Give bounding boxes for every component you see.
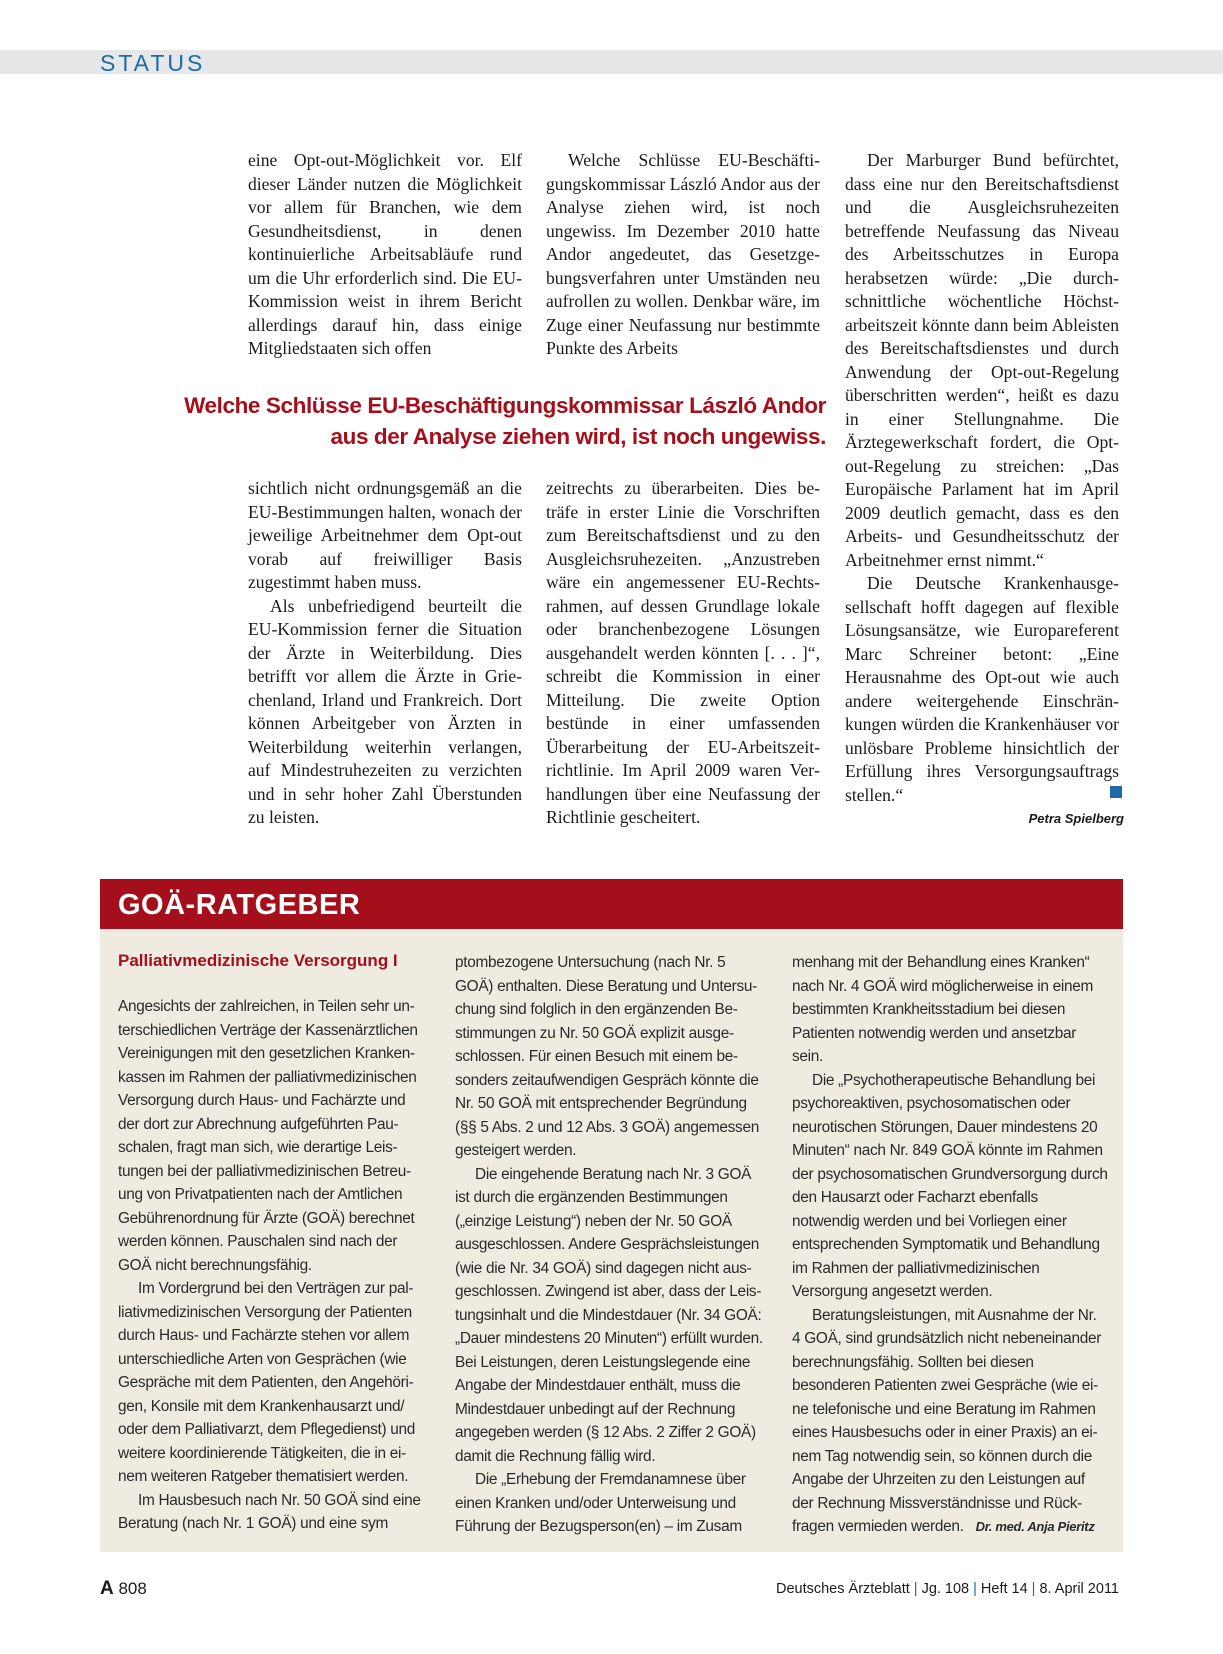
paragraph-text: Beratungsleistungen, mit Ausnahme der Nr. 4 GOÄ, sind grundsätzlich nicht nebeneinander berechnungsfähig. Sollten bei diesen besonderen Patienten zwei Gespräche (wie eine telefonische und eine Beratung im Rahmen eines Hausbesuchs oder in einer Praxis) an einem Tag notwendig sein, so können durch die Angabe der Uhrzeiten zu den Leistungen auf der Rechnung Missverständnisse und Rückfragen vermieden werden.: [792, 1306, 1102, 1535]
paragraph: Die Deutsche Krankenhausgesellschaft hofft dagegen auf flexible Lösungsansätze, wie Europareferent Marc Schreiner betont: „Eine Herausnahme des Opt-out wie auch andere weitergehende Einschränkungen würden die Krankenhäuser vor unlösbare Probleme hinsichtlich der Erfüllung ihres Versorgungsauftrags stellen.“: [845, 573, 1119, 805]
separator: |: [1031, 1581, 1036, 1597]
article-col3: [845, 149, 1119, 807]
article-col1-top: [248, 149, 522, 361]
paragraph: Im Hausbesuch nach Nr. 50 GOÄ sind eine Beratung (nach Nr. 1 GOÄ) und eine sym: [118, 1491, 421, 1532]
paragraph: Welche Schlüsse EU-Beschäftigungskommissar László Andor aus der Analyse ziehen wird, ist noch ungewiss. Im Dezember 2010 hatte Andor angedeutet, das Gesetzgebungsverfahren unter Umständen neu aufrollen zu wollen. Denkbar wäre, im Zuge einer Neufassung nur bestimmte Punkte des Arbeits: [546, 150, 820, 358]
journal-date: 8. April 2011: [1039, 1581, 1119, 1597]
journal-volume: Jg. 108: [921, 1581, 970, 1597]
article-col1-bottom: [248, 477, 522, 830]
article-col2-bottom: [546, 477, 820, 830]
pull-quote-line: aus der Analyse ziehen wird, ist noch ungewiss.: [330, 424, 826, 449]
article-author: Petra Spielberg: [1028, 811, 1124, 826]
paragraph: eine Opt-out-Möglichkeit vor. Elf dieser Länder nutzen die Möglichkeit vor allem für Branchen, wie dem Gesundheitsdienst, in denen kontinuierliche Arbeitsabläufe rund um die Uhr erforderlich sind. Die EU-Kommission weist in ihrem Bericht allerdings darauf hin, dass einige Mitgliedstaaten sich offen: [248, 150, 522, 358]
pull-quote-line: Welche Schlüsse EU-Beschäftigungskommissar László Andor: [184, 393, 826, 418]
page-num: 808: [118, 1579, 147, 1598]
paragraph: sichtlich nicht ordnungsgemäß an die EU-Bestimmungen halten, wonach der jeweilige Arbeitnehmer dem Opt-out vorab auf freiwilliger Basis zugestimmt haben muss.: [248, 478, 522, 592]
box-col1: [118, 995, 426, 1536]
page-letter: A: [100, 1578, 114, 1599]
box-subtitle: Palliativmedizinische Versorgung I: [118, 951, 398, 970]
section-header-bar: [0, 50, 1223, 74]
pull-quote: [138, 390, 826, 452]
separator: |: [913, 1581, 918, 1597]
paragraph: [792, 1304, 1108, 1539]
separator: |: [973, 1581, 977, 1597]
end-mark-icon: [1110, 786, 1122, 798]
paragraph: Als unbefriedigend beurteilt die EU-Kommission ferner die Situation der Ärzte in Weiterbildung. Dies betrifft vor allem die Ärzte in Griechenland, Irland und Frankreich. Dort können Arbeitgeber von Ärzten in Weiterbildung weiterhin verlangen, auf Mindestruhezeiten zu verzichten und in sehr hoher Zahl Überstunden zu leisten.: [248, 595, 522, 827]
goae-advisor-box: [100, 879, 1123, 1552]
box-col3: [792, 951, 1108, 1539]
paragraph: zeitrechts zu überarbeiten. Dies beträfe in erster Linie die Vorschriften zum Bereitschaftsdienst und zu den Ausgleichsruhezeiten. „Anzustreben wäre ein angemessener EU-Rechtsrahmen, auf dessen Grundlage lokale oder branchenbezogene Lösungen ausgehandelt werden könnten [. . . ]“, schreibt die Kommission in einer Mitteilung. Die zweite Option bestünde in einer umfassenden Überarbeitung der EU-Arbeitszeitrichtlinie. Im April 2009 waren Verhandlungen über eine Neufassung der Richtlinie gescheitert.: [546, 478, 820, 827]
paragraph: menhang mit der Behandlung eines Kranken“ nach Nr. 4 GOÄ wird möglicherweise in einem bestimmten Krankheitsstadium bei diesen Patienten notwendig werden und ansetzbar sein.: [792, 954, 1094, 1065]
paragraph: Die eingehende Beratung nach Nr. 3 GOÄ ist durch die ergänzenden Bestimmungen („einzige Leistung“) neben der Nr. 50 GOÄ ausgeschlossen. Andere Gesprächsleistungen (wie die Nr. 34 GOÄ) sind dagegen nicht ausgeschlossen. Zwingend ist aber, dass der Leistungsinhalt und die Mindestdauer (Nr. 34 GOÄ: „Dauer mindestens 20 Minuten“) erfüllt wurden. Bei Leistungen, deren Leistungslegende eine Angabe der Mindestdauer enthält, muss die Mindestdauer unbedingt auf der Rechnung angegeben werden (§ 12 Abs. 2 Ziffer 2 GOÄ) damit die Rechnung fällig wird.: [455, 1165, 763, 1465]
paragraph: Im Vordergrund bei den Verträgen zur palliativmedizinischen Versorgung der Patienten durch Haus- und Fachärzte stehen vor allem unterschiedliche Arten von Gesprächen (wie Gespräche mit dem Patienten, den Angehörigen, Konsile mit dem Krankenhausarzt und/ oder dem Palliativarzt, dem Pflegedienst) und weitere koordinierende Tätigkeiten, die in einem weiteren Ratgeber thematisiert werden.: [118, 1280, 416, 1485]
journal-name: Deutsches Ärzteblatt: [775, 1581, 910, 1597]
paragraph: Angesichts der zahlreichen, in Teilen sehr unterschiedlichen Verträge der Kassenärztlichen Vereinigungen mit den gesetzlichen Krankenkassen im Rahmen der palliativmedizinischen Versorgung durch Haus- und Fachärzte und der dort zur Abrechnung aufgeführten Pauschalen, fragt man sich, wie derartige Leistungen bei der palliativmedizinischen Betreuung von Privatpatienten nach der Amtlichen Gebührenordnung für Ärzte (GOÄ) berechnet werden können. Pauschalen sind nach der GOÄ nicht berechnungsfähig.: [118, 998, 418, 1274]
box-header: [100, 879, 1123, 929]
paragraph: Die „Psychotherapeutische Behandlung bei psychoreaktiven, psychosomatischen oder neurotischen Störungen, Dauer mindestens 20 Minuten“ nach Nr. 849 GOÄ könnte im Rahmen der psychosomatischen Grundversorgung durch den Hausarzt oder Facharzt ebenfalls notwendig werden und bei Vorliegen einer entsprechenden Symptomatik und Behandlung im Rahmen der palliativmedizinischen Versorgung angesetzt werden.: [792, 1071, 1108, 1300]
box-title: GOÄ-RATGEBER: [118, 889, 361, 921]
article-col2-top: [546, 149, 820, 361]
page-number: [100, 1578, 147, 1600]
section-label: STATUS: [100, 50, 206, 76]
paragraph: Der Marburger Bund befürchtet, dass eine nur den Bereitschaftsdienst und die Ausgleichsruhezeiten betreffende Neufassung das Niveau des Arbeitsschutzes in Europa herabsetzen würde: „Die durchschnittliche wöchentliche Höchstarbeitszeit könnte dann beim Ableisten des Bereitschaftsdienstes und durch Anwendung der Opt-out-Regelung überschritten werden“, heißt es dazu in einer Stellungnahme. Die Ärztegewerkschaft fordert, die Opt-out-Regelung zu streichen: „Das Europäische Parlament hat im April 2009 deutlich gemacht, dass es den Arbeits- und Gesundheitsschutz der Arbeitnehmer ernst nimmt.“: [845, 150, 1119, 570]
paragraph: ptombezogene Untersuchung (nach Nr. 5 GOÄ) enthalten. Diese Beratung und Untersuchung sind folglich in den ergänzenden Bestimmungen zu Nr. 50 GOÄ explizit ausgeschlossen. Für einen Besuch mit einem besonders zeitaufwendigen Gespräch könnte die Nr. 50 GOÄ mit entsprechender Begründung (§§ 5 Abs. 2 und 12 Abs. 3 GOÄ) angemessen gesteigert werden.: [455, 954, 759, 1159]
journal-info: [700, 1581, 1119, 1597]
paragraph: Die „Erhebung der Fremdanamnese über einen Kranken und/oder Unterweisung und Führung der Bezugsperson(en) – im Zusam: [455, 1471, 746, 1535]
journal-issue: Heft 14: [980, 1581, 1028, 1597]
box-col2: [455, 951, 765, 1539]
box-author: Dr. med. Anja Pieritz: [975, 1519, 1095, 1534]
